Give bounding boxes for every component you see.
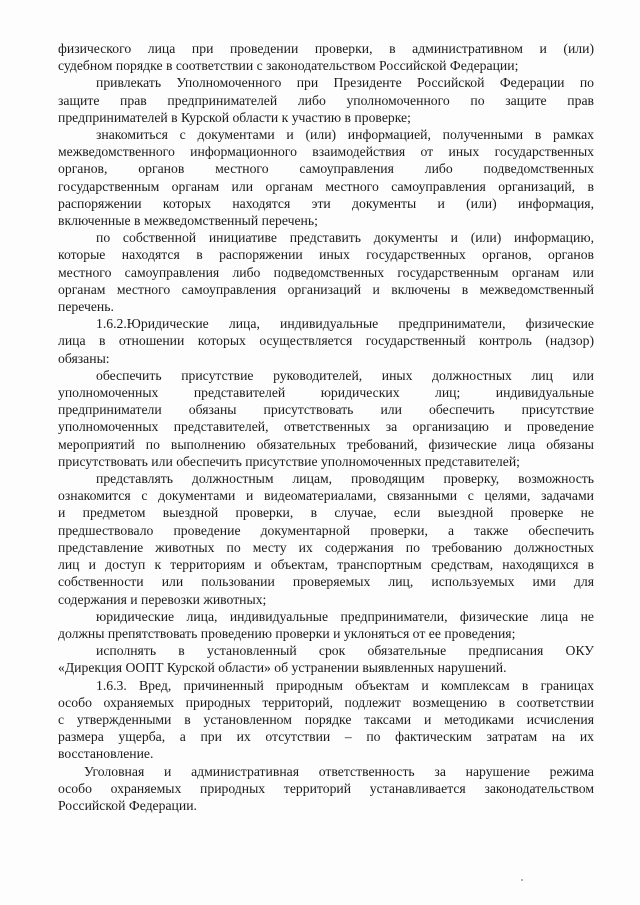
text-line: содержания и перевозки животных; bbox=[58, 591, 267, 607]
text-line: лица в отношении которых осуществляется государственный контроль (надзор) bbox=[58, 333, 594, 349]
text-line: присутствовать или обеспечить присутствие уполномоченных представителей; bbox=[58, 453, 520, 469]
text-line: и предметом выездной проверки, в случае, если выездной проверке не bbox=[58, 505, 594, 521]
text-line: представление животных по месту их содержания по требованию должностных bbox=[58, 539, 594, 555]
paragraph bbox=[58, 315, 594, 367]
text-line: судебном порядке в соответствии с законодательством Российской Федерации; bbox=[58, 58, 519, 74]
text-line: представлять должностным лицам, проводящим проверку, возможность bbox=[96, 471, 594, 487]
text-line: должны препятствовать проведению проверки и уклоняться от ее проведения; bbox=[58, 625, 516, 641]
text-line: 1.6.3. Вред, причиненный природным объектам и комплексам в границах bbox=[96, 677, 594, 693]
text-line: перечень. bbox=[58, 299, 114, 315]
text-line: органам местного самоуправления организаций и включены в межведомственный bbox=[58, 281, 594, 297]
paragraph bbox=[58, 608, 594, 642]
document-body bbox=[58, 40, 594, 814]
paragraph bbox=[58, 229, 594, 315]
paragraph bbox=[58, 126, 594, 229]
text-line: исполнять в установленный срок обязательные предписания ОКУ bbox=[96, 643, 594, 659]
text-line: физического лица при проведении проверки, в административном и (или) bbox=[58, 41, 594, 56]
text-line: ознакомится с документами и видеоматериалами, связанными с целями, задачами bbox=[58, 488, 594, 504]
text-line: предпринимателей в Курской области к участию в проверке; bbox=[58, 109, 411, 125]
text-line: распоряжении которых находятся эти документы и (или) информация, bbox=[58, 195, 594, 211]
text-line: мероприятий по выполнению обязательных требований, физические лица обязаны bbox=[58, 436, 594, 452]
text-line: предшествовало проведение документарной проверки, а также обеспечить bbox=[58, 522, 594, 538]
scan-speck bbox=[521, 879, 523, 881]
text-line: особо охраняемых природных территорий устанавливается законодательством bbox=[58, 780, 594, 796]
text-line: уполномоченных представителей юридических лиц; индивидуальные bbox=[58, 385, 594, 401]
paragraph bbox=[58, 74, 594, 126]
text-line: восстановление. bbox=[58, 746, 154, 762]
text-line: защите прав предпринимателей либо уполномоченного по защите прав bbox=[58, 92, 594, 108]
text-line: государственным органам или органам местного самоуправления организаций, в bbox=[58, 178, 594, 194]
text-line: которые находятся в распоряжении иных государственных органов, органов bbox=[58, 247, 594, 263]
text-line: привлекать Уполномоченного при Президенте Российской Федерации по bbox=[96, 75, 594, 91]
text-line: 1.6.2.Юридические лица, индивидуальные предприниматели, физические bbox=[96, 316, 594, 332]
text-line: уполномоченных представителей, ответственных за организацию и проведение bbox=[58, 419, 594, 435]
text-line: юридические лица, индивидуальные предприниматели, физические лица не bbox=[96, 608, 594, 624]
paragraph bbox=[58, 677, 594, 763]
text-line: Уголовная и административная ответственность за нарушение режима bbox=[84, 763, 594, 779]
paragraph bbox=[58, 367, 594, 470]
paragraph bbox=[58, 470, 594, 608]
paragraph bbox=[58, 40, 594, 74]
text-line: особо охраняемых природных территорий, подлежит возмещению в соответствии bbox=[58, 694, 594, 710]
text-line: собственности или пользовании проверяемых лиц, используемых ими для bbox=[58, 574, 594, 590]
text-line: местного самоуправления либо подведомственных государственным органам или bbox=[58, 264, 594, 280]
text-line: обязаны: bbox=[58, 350, 110, 366]
text-line: размера ущерба, а при их отсутствии – по фактическим затратам на их bbox=[58, 729, 594, 745]
text-line: предприниматели обязаны присутствовать или обеспечить присутствие bbox=[58, 402, 594, 418]
text-line: обеспечить присутствие руководителей, иных должностных лиц или bbox=[96, 367, 594, 383]
text-line: включенные в межведомственный перечень; bbox=[58, 213, 318, 229]
text-line: Российской Федерации. bbox=[58, 797, 197, 813]
text-line: лиц и доступ к территориям и объектам, транспортным средствам, находящихся в bbox=[58, 557, 594, 573]
text-line: «Дирекция ООПТ Курской области» об устранении выявленных нарушений. bbox=[58, 660, 507, 676]
text-line: с утвержденными в установленном порядке таксами и методиками исчисления bbox=[58, 711, 594, 727]
paragraph bbox=[58, 763, 594, 815]
text-line: по собственной инициативе представить документы и (или) информацию, bbox=[96, 230, 594, 246]
text-line: межведомственного информационного взаимодействия от иных государственных bbox=[58, 144, 594, 160]
text-line: знакомиться с документами и (или) информацией, полученными в рамках bbox=[96, 127, 594, 143]
text-line: органов, органов местного самоуправления либо подведомственных bbox=[58, 161, 594, 177]
paragraph bbox=[58, 642, 594, 676]
